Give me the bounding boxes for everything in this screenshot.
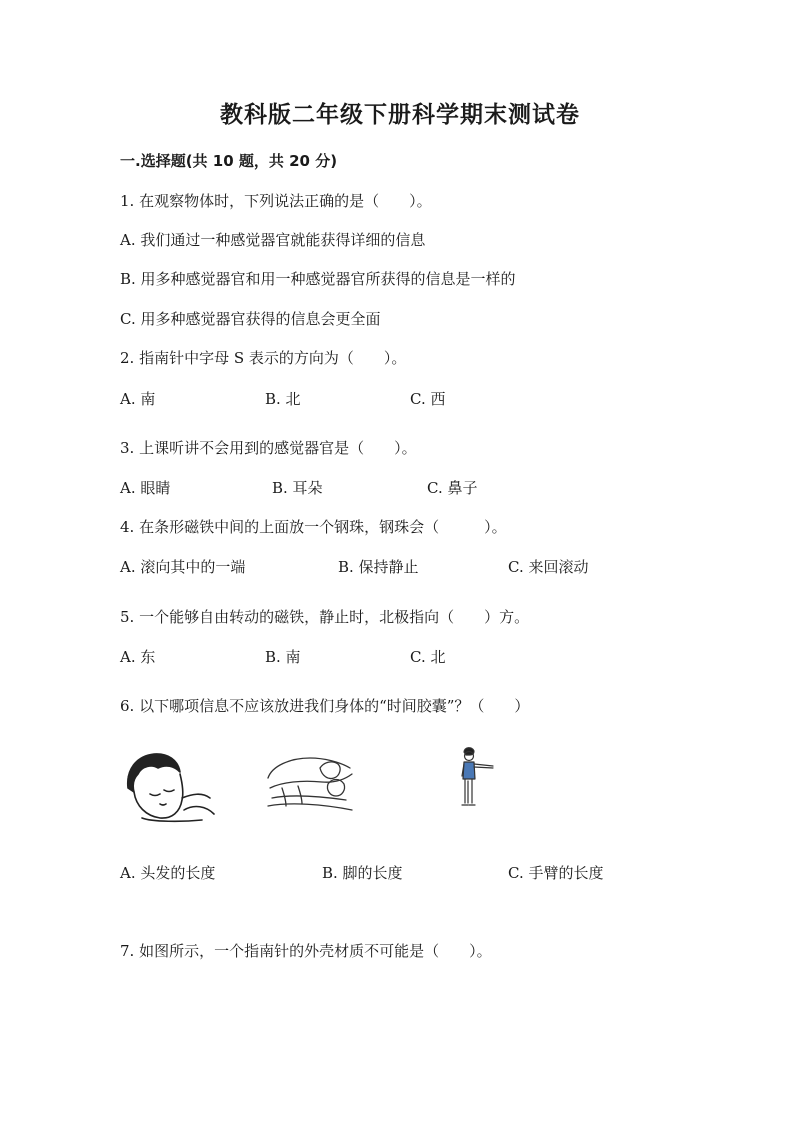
question-3-option-a[interactable]: A. 眼睛 bbox=[120, 479, 171, 497]
question-6-option-a[interactable]: A. 头发的长度 bbox=[120, 864, 216, 882]
question-4-option-b[interactable]: B. 保持静止 bbox=[338, 558, 419, 576]
question-1-option-b[interactable]: B. 用多种感觉器官和用一种感觉器官所获得的信息是一样的 bbox=[120, 270, 516, 288]
section-heading: 一.选择题(共 10 题，共 20 分) bbox=[120, 152, 338, 170]
question-5-option-c[interactable]: C. 北 bbox=[410, 648, 446, 666]
question-4-stem: 4. 在条形磁铁中间的上面放一个钢珠，钢珠会（ ）。 bbox=[120, 518, 507, 536]
question-5-option-b[interactable]: B. 南 bbox=[265, 648, 301, 666]
question-2-option-b[interactable]: B. 北 bbox=[265, 390, 301, 408]
question-1-option-c[interactable]: C. 用多种感觉器官获得的信息会更全面 bbox=[120, 310, 381, 328]
question-3-option-b[interactable]: B. 耳朵 bbox=[272, 479, 323, 497]
foot-illustration bbox=[262, 748, 357, 818]
question-1-option-a[interactable]: A. 我们通过一种感觉器官就能获得详细的信息 bbox=[120, 231, 426, 249]
question-4-option-a[interactable]: A. 滚向其中的一端 bbox=[120, 558, 246, 576]
child-arm-illustration bbox=[455, 745, 503, 817]
question-3-stem: 3. 上课听讲不会用到的感觉器官是（ ）。 bbox=[120, 439, 417, 457]
question-7-stem: 7. 如图所示，一个指南针的外壳材质不可能是（ ）。 bbox=[120, 942, 492, 960]
question-2-option-a[interactable]: A. 南 bbox=[120, 390, 156, 408]
question-1-stem: 1. 在观察物体时，下列说法正确的是（ ）。 bbox=[120, 192, 432, 210]
question-2-stem: 2. 指南针中字母 S 表示的方向为（ ）。 bbox=[120, 349, 407, 367]
exam-title: 教科版二年级下册科学期末测试卷 bbox=[220, 102, 580, 128]
question-5-stem: 5. 一个能够自由转动的磁铁，静止时，北极指向（ ）方。 bbox=[120, 608, 530, 626]
sleeping-child-illustration bbox=[122, 748, 217, 823]
question-6-option-c[interactable]: C. 手臂的长度 bbox=[508, 864, 604, 882]
question-4-option-c[interactable]: C. 来回滚动 bbox=[508, 558, 589, 576]
question-3-option-c[interactable]: C. 鼻子 bbox=[427, 479, 478, 497]
question-6-option-b[interactable]: B. 脚的长度 bbox=[322, 864, 403, 882]
question-6-stem: 6. 以下哪项信息不应该放进我们身体的“时间胶囊”？（ ） bbox=[120, 697, 530, 715]
question-5-option-a[interactable]: A. 东 bbox=[120, 648, 156, 666]
question-2-option-c[interactable]: C. 西 bbox=[410, 390, 446, 408]
